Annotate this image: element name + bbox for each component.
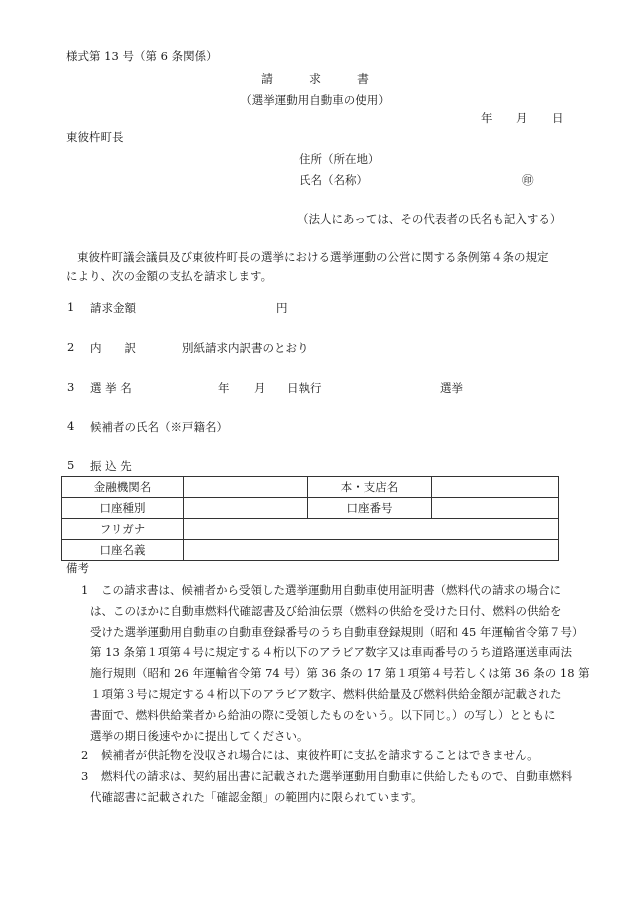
remark-number: 2 xyxy=(81,748,89,762)
remark-line: 燃料代の請求は、契約届出書に記載された選挙運動用自動車に供給したもので、自動車燃料 xyxy=(101,769,573,783)
date-day: 日 xyxy=(552,111,564,125)
election-day: 日執行 xyxy=(287,381,322,395)
item-label: 請求金額 xyxy=(90,301,136,315)
intro-line-2: により、次の金額の支払を請求します。 xyxy=(66,269,273,283)
item-label: 振 込 先 xyxy=(90,459,132,473)
institution-field[interactable] xyxy=(184,477,308,498)
institution-label: 金融機関名 xyxy=(62,477,184,498)
remark-1 xyxy=(0,580,630,743)
page-title: 請 求 書 xyxy=(260,72,369,86)
intro-line-1: 東彼杵町議会議員及び東彼杵町長の選挙における選挙運動の公営に関する条例第４条の規定 xyxy=(77,250,549,264)
bank-table xyxy=(61,476,559,561)
name-label: 氏名（名称） xyxy=(299,173,368,187)
amount-unit: 円 xyxy=(276,301,288,315)
branch-label: 本・支店名 xyxy=(308,477,432,498)
election-year: 年 xyxy=(218,381,230,395)
remark-line: この請求書は、候補者から受領した選挙運動用自動車使用証明書（燃料代の請求の場合に xyxy=(101,583,561,597)
account-number-field[interactable] xyxy=(432,498,559,519)
item-label: 選 挙 名 xyxy=(90,381,132,395)
item-number: 3 xyxy=(67,380,75,394)
remark-line: 施行規則（昭和 26 年運輸省令第 74 号）第 36 条の 17 第１項第４号若しくは第 36 条の 18 第 xyxy=(90,666,590,681)
account-holder-label: 口座名義 xyxy=(62,540,184,561)
table-row xyxy=(62,540,559,561)
remark-line: 受けた選挙運動用自動車の自動車登録番号のうち自動車登録規則（昭和 45 年運輸省令第７号） xyxy=(90,624,584,639)
remark-2 xyxy=(0,745,630,766)
item-label: 内 訳 xyxy=(90,341,136,355)
remarks-heading: 備考 xyxy=(66,561,89,575)
item-number: 1 xyxy=(67,300,75,314)
corporate-note: （法人にあっては、その代表者の氏名も記入する） xyxy=(297,212,562,226)
remark-line: 選挙の期日後速やかに提出してください。 xyxy=(90,728,309,743)
remark-line: は、このほかに自動車燃料代確認書及び給油伝票（燃料の供給を受けた日付、燃料の供給を xyxy=(90,603,562,618)
address-label: 住所（所在地） xyxy=(299,152,380,166)
table-row xyxy=(62,519,559,540)
recipient: 東彼杵町長 xyxy=(66,130,124,144)
remark-number: 1 xyxy=(81,583,89,597)
election-month: 月 xyxy=(254,381,266,395)
remark-line: 第 13 条第１項第４号に規定する４桁以下のアラビア数字又は車両番号のうち道路運送車両法 xyxy=(90,645,572,660)
item-number: 5 xyxy=(67,458,75,472)
remark-line: １項第３号に規定する４桁以下のアラビア数字、燃料供給量及び燃料供給金額が記載された xyxy=(90,687,562,701)
remark-line: 候補者が供託物を没収され場合には、東彼杵町に支払を請求することはできません。 xyxy=(101,748,539,762)
remark-number: 3 xyxy=(81,769,89,783)
remark-3 xyxy=(0,766,630,808)
date-year: 年 xyxy=(481,111,493,125)
remark-line: 書面で、燃料供給業者から給油の際に受領したものをいう。以下同じ。）の写し）とともに xyxy=(90,707,556,722)
furigana-label: フリガナ xyxy=(62,519,184,540)
table-row xyxy=(62,477,559,498)
breakdown-value: 別紙請求内訳書のとおり xyxy=(182,341,309,355)
furigana-field[interactable] xyxy=(184,519,559,540)
account-type-field[interactable] xyxy=(184,498,308,519)
account-holder-field[interactable] xyxy=(184,540,559,561)
table-row xyxy=(62,498,559,519)
date-month: 月 xyxy=(516,111,528,125)
account-number-label: 口座番号 xyxy=(308,498,432,519)
seal-mark: ㊞ xyxy=(522,173,534,187)
election-suffix: 選挙 xyxy=(440,381,463,395)
account-type-label: 口座種別 xyxy=(62,498,184,519)
item-number: 2 xyxy=(67,340,75,354)
item-number: 4 xyxy=(67,419,75,433)
form-id: 様式第 13 号（第 6 条関係） xyxy=(66,49,218,63)
page-subtitle: （選挙運動用自動車の使用） xyxy=(240,93,390,107)
branch-field[interactable] xyxy=(432,477,559,498)
remark-line: 代確認書に記載された「確認金額」の範囲内に限られています。 xyxy=(90,789,423,804)
item-label: 候補者の氏名（※戸籍名） xyxy=(90,420,228,434)
